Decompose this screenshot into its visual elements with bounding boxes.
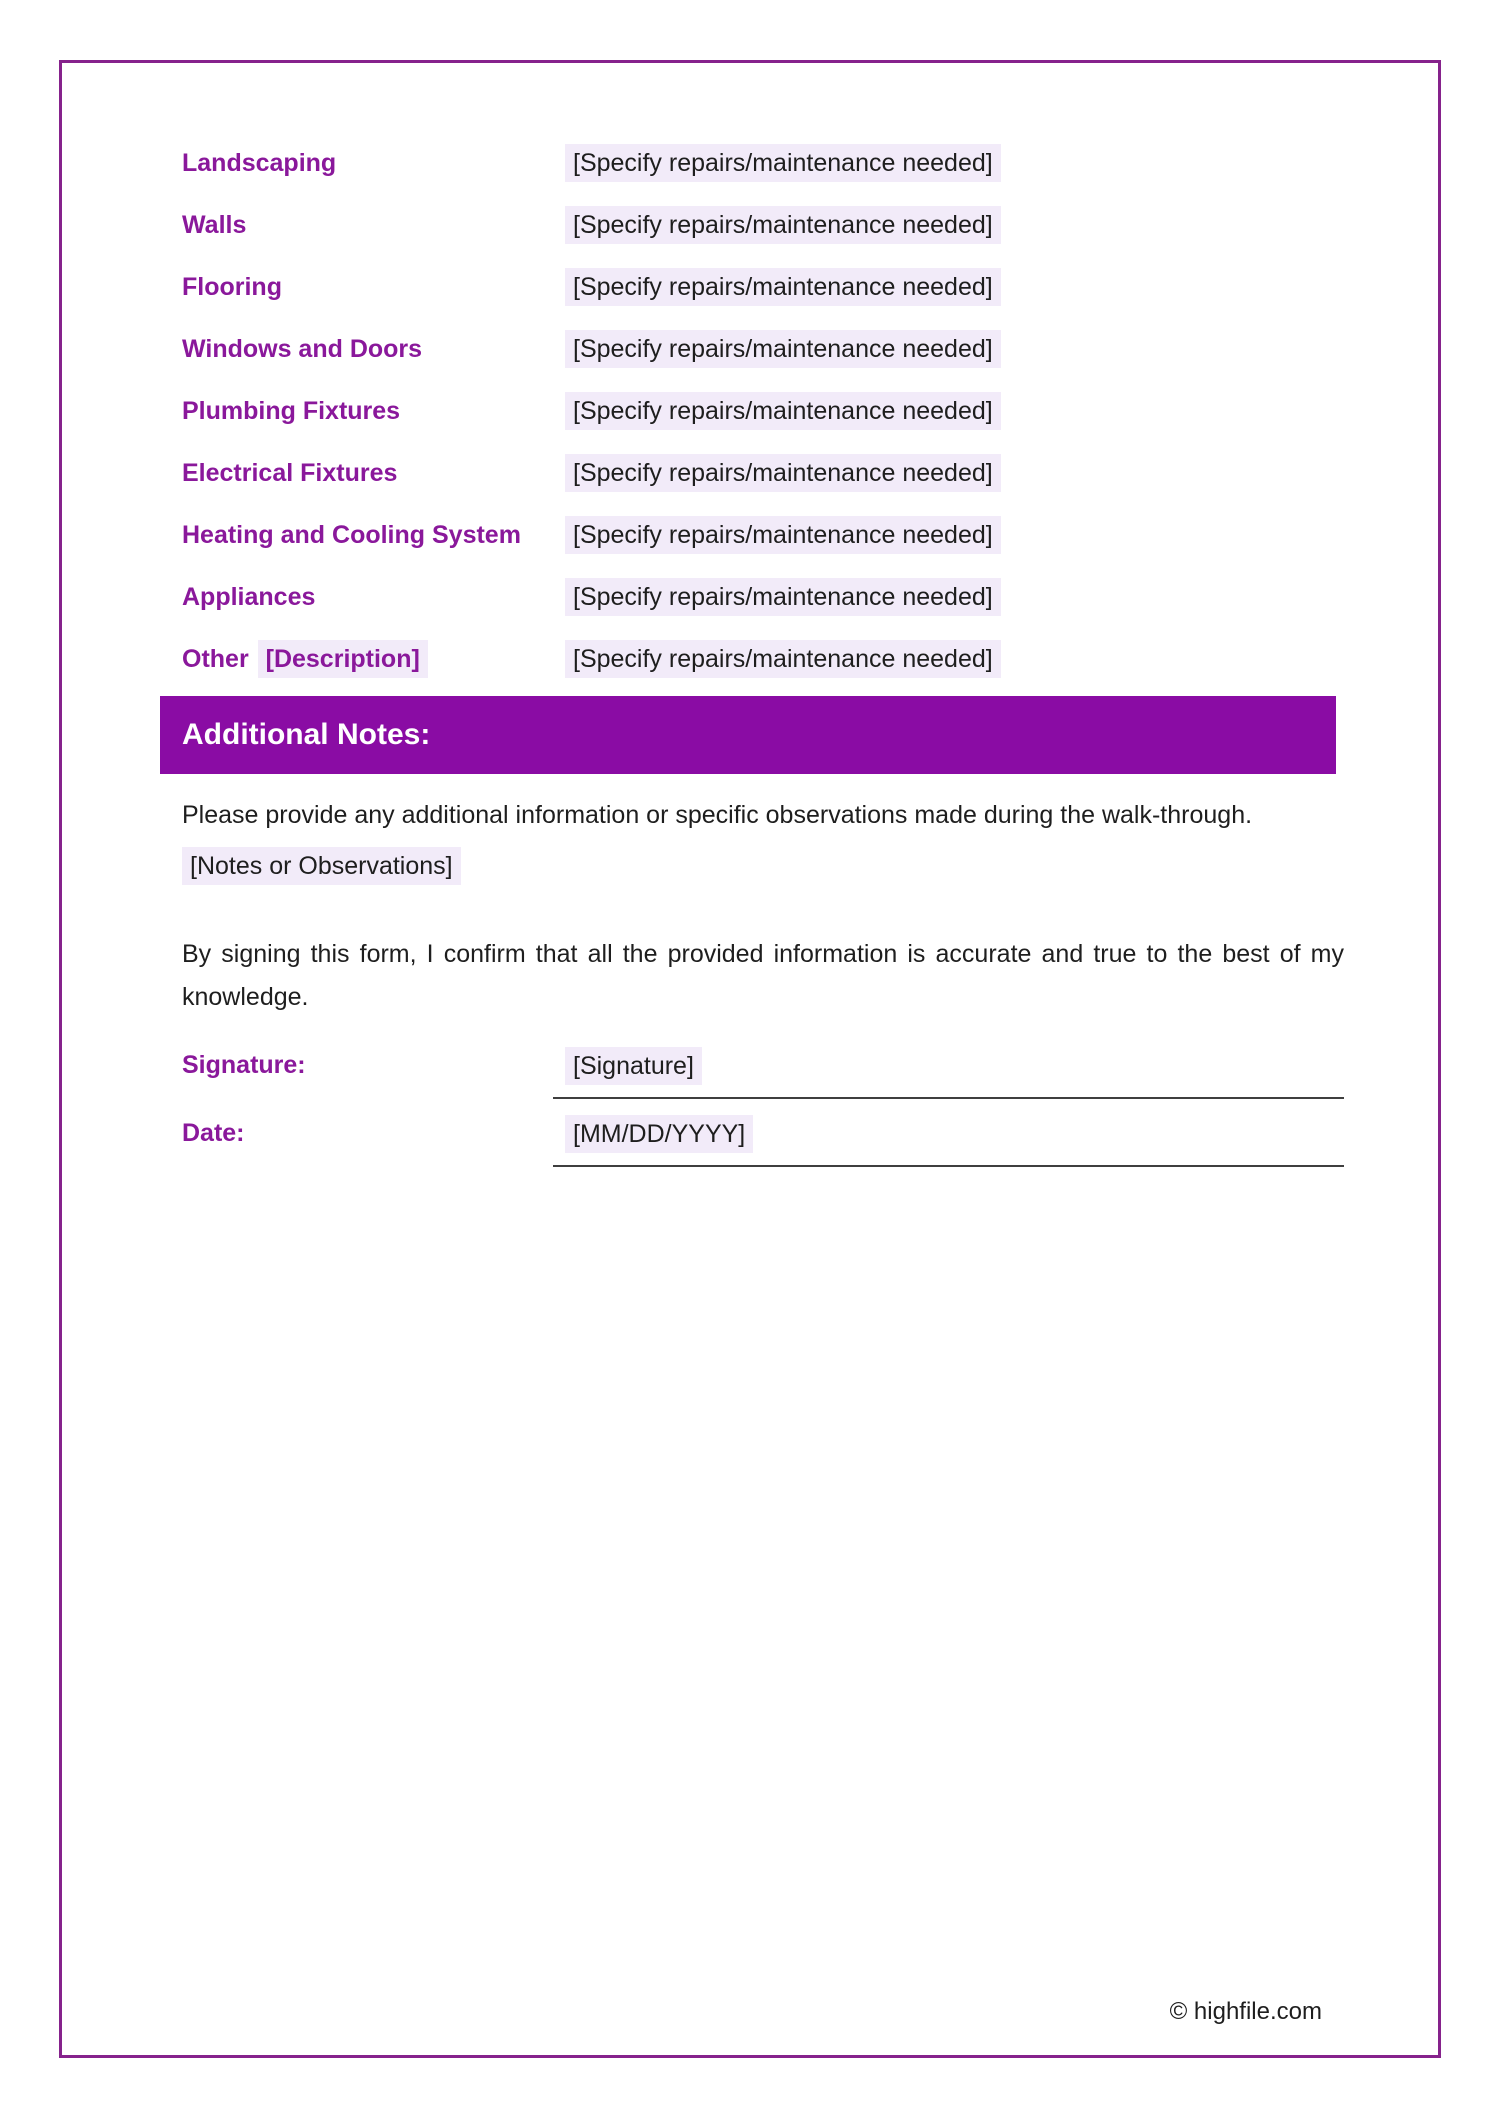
footer-copyright: © highfile.com [1169, 1998, 1322, 2025]
repair-detail-field[interactable]: [Specify repairs/maintenance needed] [565, 454, 1001, 492]
date-label: Date: [182, 1119, 245, 1147]
repair-detail-field[interactable]: [Specify repairs/maintenance needed] [565, 640, 1001, 678]
signature-row [182, 1047, 1344, 1099]
date-field[interactable]: [MM/DD/YYYY] [565, 1115, 753, 1153]
repair-detail-field[interactable]: [Specify repairs/maintenance needed] [565, 206, 1001, 244]
repair-detail-field[interactable]: [Specify repairs/maintenance needed] [565, 392, 1001, 430]
signature-field[interactable]: [Signature] [565, 1047, 702, 1085]
repair-category-label [182, 273, 565, 302]
page-content [182, 132, 1344, 1167]
repair-row [182, 628, 1344, 690]
repair-row [182, 256, 1344, 318]
repair-category-label [182, 335, 565, 364]
date-row [182, 1115, 1344, 1167]
repair-row [182, 318, 1344, 380]
date-line[interactable] [553, 1115, 1344, 1167]
additional-notes-header [160, 696, 1336, 774]
repair-value-cell [565, 330, 1344, 368]
description-placeholder-field[interactable]: [Description] [258, 640, 428, 678]
signature-label: Signature: [182, 1051, 306, 1079]
repair-row [182, 504, 1344, 566]
repair-row [182, 442, 1344, 504]
repair-category-text: Appliances [182, 582, 316, 611]
repair-detail-field[interactable]: [Specify repairs/maintenance needed] [565, 268, 1001, 306]
repair-value-cell [565, 206, 1344, 244]
repair-detail-field[interactable]: [Specify repairs/maintenance needed] [565, 330, 1001, 368]
repair-items-list [182, 132, 1344, 690]
repair-category-text: Electrical Fixtures [182, 458, 398, 487]
notes-placeholder-field[interactable]: [Notes or Observations] [182, 847, 461, 885]
repair-row [182, 380, 1344, 442]
repair-category-label [182, 640, 565, 678]
repair-category-text: Windows and Doors [182, 334, 423, 363]
notes-instruction-text: Please provide any additional information or specific observations made during the walk-through. [182, 801, 1253, 829]
repair-category-text: Flooring [182, 272, 282, 301]
repair-detail-field[interactable]: [Specify repairs/maintenance needed] [565, 144, 1001, 182]
repair-category-label [182, 149, 565, 178]
repair-value-cell [565, 578, 1344, 616]
repair-row [182, 132, 1344, 194]
repair-detail-field[interactable]: [Specify repairs/maintenance needed] [565, 516, 1001, 554]
repair-category-label [182, 521, 565, 550]
notes-placeholder-row [182, 847, 1344, 885]
additional-notes-title: Additional Notes: [182, 718, 431, 751]
repair-category-text: Heating and Cooling System [182, 520, 521, 549]
repair-category-text: Other [182, 645, 256, 673]
repair-value-cell [565, 516, 1344, 554]
signature-line[interactable] [553, 1047, 1344, 1099]
repair-detail-field[interactable]: [Specify repairs/maintenance needed] [565, 578, 1001, 616]
repair-row [182, 566, 1344, 628]
repair-category-label [182, 397, 565, 426]
repair-category-label [182, 211, 565, 240]
repair-category-text: Landscaping [182, 148, 337, 177]
repair-value-cell [565, 640, 1344, 678]
repair-value-cell [565, 144, 1344, 182]
repair-value-cell [565, 268, 1344, 306]
repair-row [182, 194, 1344, 256]
confirmation-statement: By signing this form, I confirm that all the provided information is accurate and true to the best of my knowledge. [182, 940, 1344, 1011]
repair-category-text: Walls [182, 210, 247, 239]
repair-value-cell [565, 454, 1344, 492]
repair-value-cell [565, 392, 1344, 430]
repair-category-text: Plumbing Fixtures [182, 396, 401, 425]
repair-category-label [182, 459, 565, 488]
repair-category-label [182, 583, 565, 612]
